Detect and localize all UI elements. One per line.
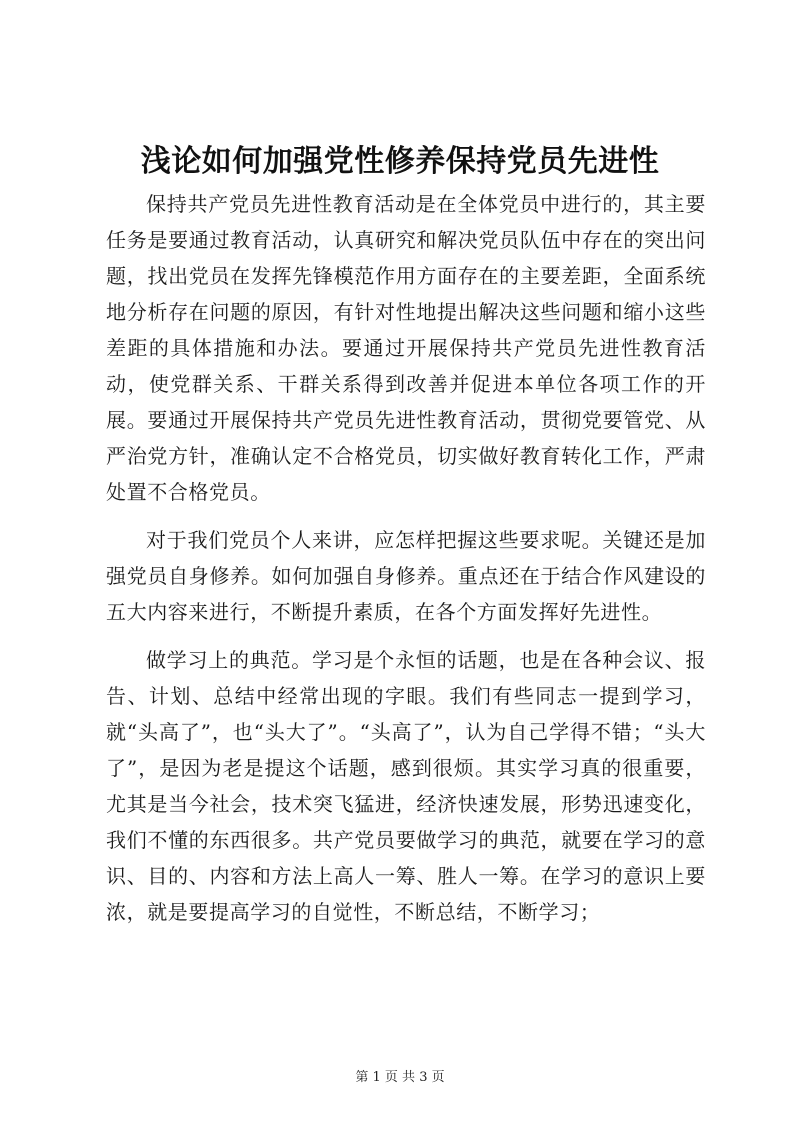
- paragraph-2: 对于我们党员个人来讲，应怎样把握这些要求呢。关键还是加强党员自身修养。如何加强自身修养。重点还在于结合作风建设的五大内容来进行，不断提升素质，在各个方面发挥好先进性。: [106, 528, 706, 624]
- paragraph-3: 做学习上的典范。学习是个永恒的话题，也是在各种会议、报告、计划、总结中经常出现的字眼。我们有些同志一提到学习，就“头高了”，也“头大了”。“头高了”，认为自己学得不错；“头大了”，是因为老是提这个话题，感到很烦。其实学习真的很重要，尤其是当今社会，技术突飞猛进，经济快速发展，形势迅速变化，我们不懂的东西很多。共产党员要做学习的典范，就要在学习的意识、目的、内容和方法上高人一筹、胜人一筹。在学习的意识上要浓，就是要提高学习的自觉性，不断总结，不断学习；: [106, 648, 706, 924]
- paragraph-1: 保持共产党员先进性教育活动是在全体党员中进行的，其主要任务是要通过教育活动，认真研究和解决党员队伍中存在的突出问题，找出党员在发挥先锋模范作用方面存在的主要差距，全面系统地分析存在问题的原因，有针对性地提出解决这些问题和缩小这些差距的具体措施和办法。要通过开展保持共产党员先进性教育活动，使党群关系、干群关系得到改善并促进本单位各项工作的开展。要通过开展保持共产党员先进性教育活动，贯彻党要管党、从严治党方针，准确认定不合格党员，切实做好教育转化工作，严肃处置不合格党员。: [106, 192, 706, 504]
- document-body: [106, 186, 706, 942]
- document-title: 浅论如何加强党性修养保持党员先进性: [140, 144, 660, 179]
- page-footer: 第 1 页 共 3 页: [355, 1070, 445, 1085]
